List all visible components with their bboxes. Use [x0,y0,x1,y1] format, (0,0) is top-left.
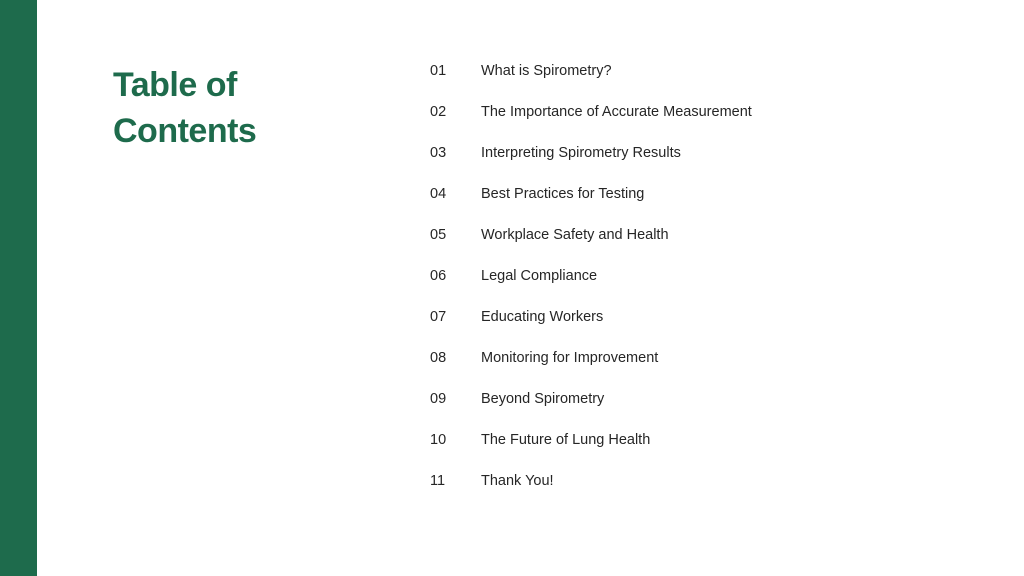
toc-item-label: What is Spirometry? [481,62,612,79]
toc-item-06[interactable] [430,255,752,296]
toc-item-number: 11 [430,472,446,489]
toc-item-label: Monitoring for Improvement [481,349,659,366]
toc-item-label: Legal Compliance [481,267,598,284]
toc-item-label: Interpreting Spirometry Results [481,144,681,161]
toc-item-number: 10 [430,431,447,448]
toc-item-label: Thank You! [481,472,554,489]
toc-item-number: 04 [430,185,447,202]
toc-item-05[interactable] [430,214,752,255]
toc-item-number: 09 [430,390,447,407]
toc-item-11[interactable] [430,460,752,501]
table-of-contents-list [430,50,752,501]
page-title: Table of Contents [113,66,257,150]
toc-item-10[interactable] [430,419,752,460]
toc-item-08[interactable] [430,337,752,378]
toc-item-number: 05 [430,226,447,243]
toc-item-number: 02 [430,103,447,120]
toc-item-number: 08 [430,349,447,366]
toc-item-label: Educating Workers [481,308,604,325]
accent-sidebar-bar [0,0,37,576]
toc-item-number: 06 [430,267,447,284]
toc-item-number: 01 [430,62,447,79]
toc-item-03[interactable] [430,132,752,173]
toc-item-label: Workplace Safety and Health [481,226,669,243]
toc-item-label: The Future of Lung Health [481,431,651,448]
toc-item-01[interactable] [430,50,752,91]
toc-item-02[interactable] [430,91,752,132]
toc-item-label: Beyond Spirometry [481,390,605,407]
toc-item-label: Best Practices for Testing [481,185,645,202]
toc-item-04[interactable] [430,173,752,214]
toc-item-number: 07 [430,308,447,325]
toc-item-number: 03 [430,144,447,161]
toc-item-09[interactable] [430,378,752,419]
toc-item-label: The Importance of Accurate Measurement [481,103,752,120]
toc-item-07[interactable] [430,296,752,337]
